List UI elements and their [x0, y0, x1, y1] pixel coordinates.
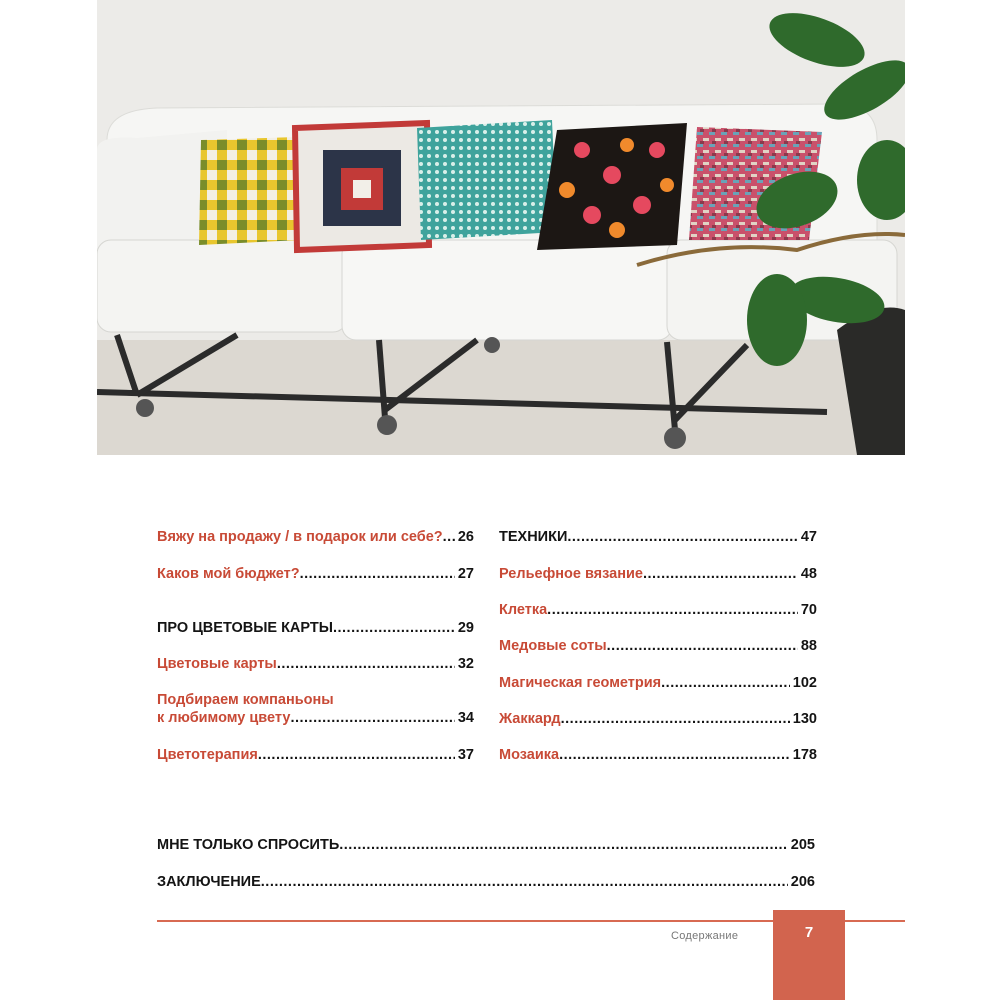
page-number-tab	[773, 910, 845, 1000]
toc-page-number: 29	[457, 620, 474, 636]
toc-page-number: 47	[800, 529, 817, 545]
toc-page-number: 32	[457, 656, 474, 672]
toc-entry-label: Цветовые карты	[157, 656, 277, 672]
toc-section-color-cards[interactable]	[157, 619, 474, 637]
toc-leader-dots	[559, 746, 790, 764]
toc-entry-label-line1: Подбираем компаньоны	[157, 692, 334, 708]
toc-entry-budget[interactable]	[157, 565, 474, 583]
toc-page-number: 37	[457, 747, 474, 763]
toc-page-number: 178	[792, 747, 817, 763]
toc-entry-label: МНЕ ТОЛЬКО СПРОСИТЬ	[157, 837, 340, 853]
toc-entry-label: ЗАКЛЮЧЕНИЕ	[157, 874, 261, 890]
toc-entry-jacquard[interactable]	[499, 710, 817, 728]
toc-page-number: 88	[800, 638, 817, 654]
toc-leader-dots	[547, 601, 798, 619]
toc-entry-relief-knitting[interactable]	[499, 565, 817, 583]
toc-section-techniques[interactable]	[499, 528, 817, 546]
toc-entry-label: Клетка	[499, 602, 548, 618]
toc-page-number: 205	[790, 837, 815, 853]
toc-page-number: 26	[457, 529, 474, 545]
toc-entry-color-therapy[interactable]	[157, 746, 474, 764]
toc-entry-check[interactable]	[499, 601, 817, 619]
toc-leader-dots	[661, 674, 790, 692]
toc-entry-label: Цветотерапия	[157, 747, 258, 763]
toc-leader-dots	[290, 709, 454, 727]
toc-entry-honeycomb[interactable]	[499, 637, 817, 655]
toc-page-number: 48	[800, 566, 817, 582]
toc-entry-color-cards[interactable]	[157, 655, 474, 673]
toc-leader-dots	[607, 637, 798, 655]
toc-page-number: 70	[800, 602, 817, 618]
toc-entry-label: ТЕХНИКИ	[499, 529, 568, 545]
toc-entry-sale-or-gift[interactable]	[157, 528, 474, 546]
toc-page-number: 34	[457, 710, 474, 726]
toc-entry-label: Каков мой бюджет?	[157, 566, 300, 582]
toc-entry-label: Мозаика	[499, 747, 560, 763]
toc-entry-label-line2: к любимому цвету	[157, 710, 291, 726]
sofa-with-pillows-illustration	[97, 0, 905, 455]
toc-leader-dots	[261, 873, 788, 891]
toc-leader-dots	[333, 619, 455, 637]
toc-entry-mosaic[interactable]	[499, 746, 817, 764]
toc-leader-dots	[567, 528, 797, 546]
toc-section-conclusion[interactable]	[157, 873, 815, 891]
toc-page-number: 206	[790, 874, 815, 890]
toc-leader-dots	[561, 710, 790, 728]
toc-page-number: 27	[457, 566, 474, 582]
cover-photo	[97, 0, 905, 455]
toc-entry-label: Рельефное вязание	[499, 566, 643, 582]
page-number: 7	[804, 924, 814, 941]
toc-page-number: 130	[792, 711, 817, 727]
toc-entry-color-companions[interactable]	[157, 691, 474, 727]
toc-entry-label: Магическая геометрия	[499, 675, 662, 691]
toc-entry-magic-geometry[interactable]	[499, 674, 817, 692]
toc-leader-dots	[443, 528, 455, 546]
toc-entry-label: Жаккард	[499, 711, 561, 727]
toc-entry-label: Вяжу на продажу / в подарок или себе?	[157, 529, 443, 545]
toc-page-number: 102	[792, 675, 817, 691]
footer-section-title: Содержание	[671, 930, 739, 942]
toc-leader-dots	[277, 655, 455, 673]
toc-section-just-ask[interactable]	[157, 836, 815, 854]
toc-entry-label: ПРО ЦВЕТОВЫЕ КАРТЫ	[157, 620, 333, 636]
toc-leader-dots	[339, 836, 788, 854]
toc-leader-dots	[643, 565, 798, 583]
toc-leader-dots	[258, 746, 455, 764]
toc-leader-dots	[300, 565, 455, 583]
toc-entry-label: Медовые соты	[499, 638, 607, 654]
